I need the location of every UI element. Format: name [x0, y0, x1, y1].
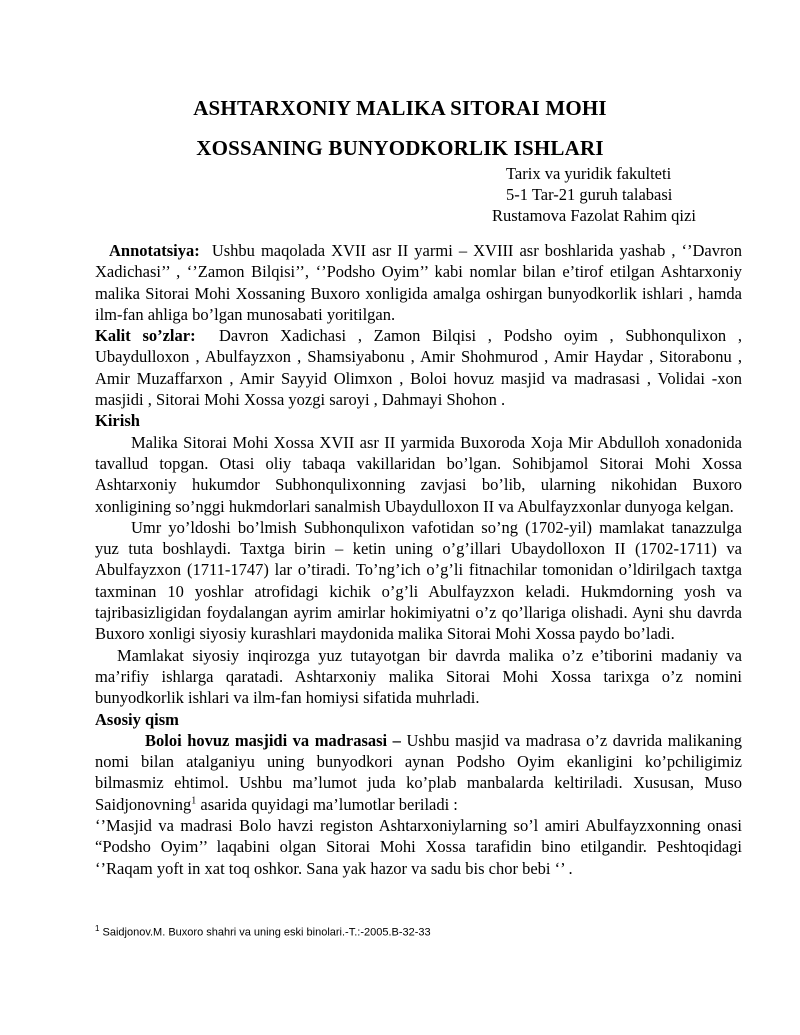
- main-paragraph-tail: asarida quyidagi ma’lumotlar beriladi :: [196, 794, 458, 814]
- abstract-label: Annotatsiya:: [109, 241, 200, 260]
- main-paragraph-1: [95, 730, 742, 815]
- author-name: Rustamova Fazolat Rahim qizi: [492, 206, 696, 225]
- footnote-number: 1: [95, 924, 100, 933]
- title-line-1: ASHTARXONIY MALIKA SITORAI MOHI: [193, 96, 607, 120]
- intro-paragraph-3: Mamlakat siyosiy inqirozga yuz tutayotgan bir davrda malika o’z e’tiborini madaniy va ma’rifiy ishlarga qaratadi. Ashtarxoniy malika Sitorai Mohi Xossa tarixga o’z nomini bunyodkorlik ishlari va ilm-fan homiysi sifatida muhrladi.: [95, 645, 742, 708]
- footnote-text: Saidjonov.M. Buxoro shahri va uning eski binolari.-T.:-2005.B-32-33: [99, 926, 431, 939]
- author-group: 5-1 Tar-21 guruh talabasi: [506, 185, 673, 204]
- abstract-paragraph: [95, 240, 742, 325]
- main-paragraph-text: Ushbu masjid va madrasa o’z davrida malikaning nomi bilan atalganiyu uning bunyodkori aynan Podsho Oyim ekanligini ko’pchiligimiz bilmasmiz ehtimol. Ushbu ma’lumot juda ko’plab manbalarda keltiriladi. Xususan, Muso Saidjonovning: [95, 730, 743, 814]
- author-faculty: Tarix va yuridik fakulteti: [506, 164, 672, 183]
- intro-paragraph-1: Malika Sitorai Mohi Xossa XVII asr II yarmida Buxoroda Xoja Mir Abdulloh xonadonida tavallud topgan. Otasi oliy tabaqa vakillaridan bo’lgan. Sohibjamol Sitorai Mohi Xossa Ashtarxoniy hukumdor Subhonqulixonning zavjasi bo’lib, ularning nikohidan Buxoro xonligining so’nggi hukmdorlari sanalmish Ubaydulloxon II va Abulfayzxonlar dunyoga kelgan.: [95, 432, 742, 516]
- title-line-2: XOSSANING BUNYODKORLIK ISHLARI: [196, 136, 604, 160]
- footnote: [95, 922, 742, 940]
- intro-paragraph-2: Umr yo’ldoshi bo’lmish Subhonqulixon vafotidan so’ng (1702-yil) mamlakat tanazzulga yuz tuta boshlaydi. Taxtga birin – ketin uning o’g’illari Ubaydolloxon II (1702-1711) va Abulfayzxon (1711-1747) lar o’tiradi. To’ng’ich o’g’li fitnachilar tomonidan o’ldirilgach taxtga taxminan 10 yoshlar atrofidagi kichik o’g’li Abulfayzxon keladi. Hukmdorning yosh va tajribasizligidan foydalangan ayrim amirlar hokimiyatni o’z qo’llariga olishadi. Ayni shu davrda Buxoro xonligi siyosiy kurashlari maydonida malika Sitorai Mohi Xossa paydo bo’ladi.: [95, 517, 742, 644]
- abstract-text: Ushbu maqolada XVII asr II yarmi – XVIII asr boshlarida yashab , ‘’Davron Xadichasi’’ , ‘’Zamon Bilqisi’’, ‘’Podsho Oyim’’ kabi nomlar bilan e’tirof etilgan Ashtarxoniy malika Sitorai Mohi Xossaning Buxoro xonligida amalga oshirgan bunyodkorlik ishlari , hamda ilm-fan ahliga bo’lgan munosabati yoritilgan.: [95, 241, 742, 324]
- main-sub-label: Boloi hovuz masjidi va madrasasi –: [145, 730, 401, 750]
- intro-heading: Kirish: [95, 411, 140, 431]
- document-body: [95, 240, 742, 879]
- keywords-text: Davron Xadichasi , Zamon Bilqisi , Podsho oyim , Subhonqulixon , Ubaydulloxon , Abulfayzxon , Shamsiyabonu , Amir Shohmurod , Amir Haydar , Sitorabonu , Amir Muzaffarxon , Amir Sayyid Olimxon , Boloi hovuz masjid va madrasasi , Volidai -xon masjidi , Sitorai Mohi Xossa yozgi saroyi , Dahmayi Shohon .: [95, 326, 743, 410]
- keywords-label: Kalit so’zlar:: [95, 326, 196, 346]
- quote-paragraph: ‘’Masjid va madrasi Bolo havzi registon Ashtarxoniylarning so’l amiri Abulfayzxonning onasi “Podsho Oyim’’ laqabini olgan Sitorai Mohi Xossa tarafidin bino etilgandir. Peshtoqidagi ‘’Raqam yoft in xat toq oshkor. Sana yak hazor va sadu bis chor bebi ‘’ .: [95, 816, 742, 878]
- keywords-paragraph: [95, 325, 742, 410]
- main-heading: Asosiy qism: [95, 709, 179, 729]
- footnote-reference[interactable]: 1: [191, 795, 197, 807]
